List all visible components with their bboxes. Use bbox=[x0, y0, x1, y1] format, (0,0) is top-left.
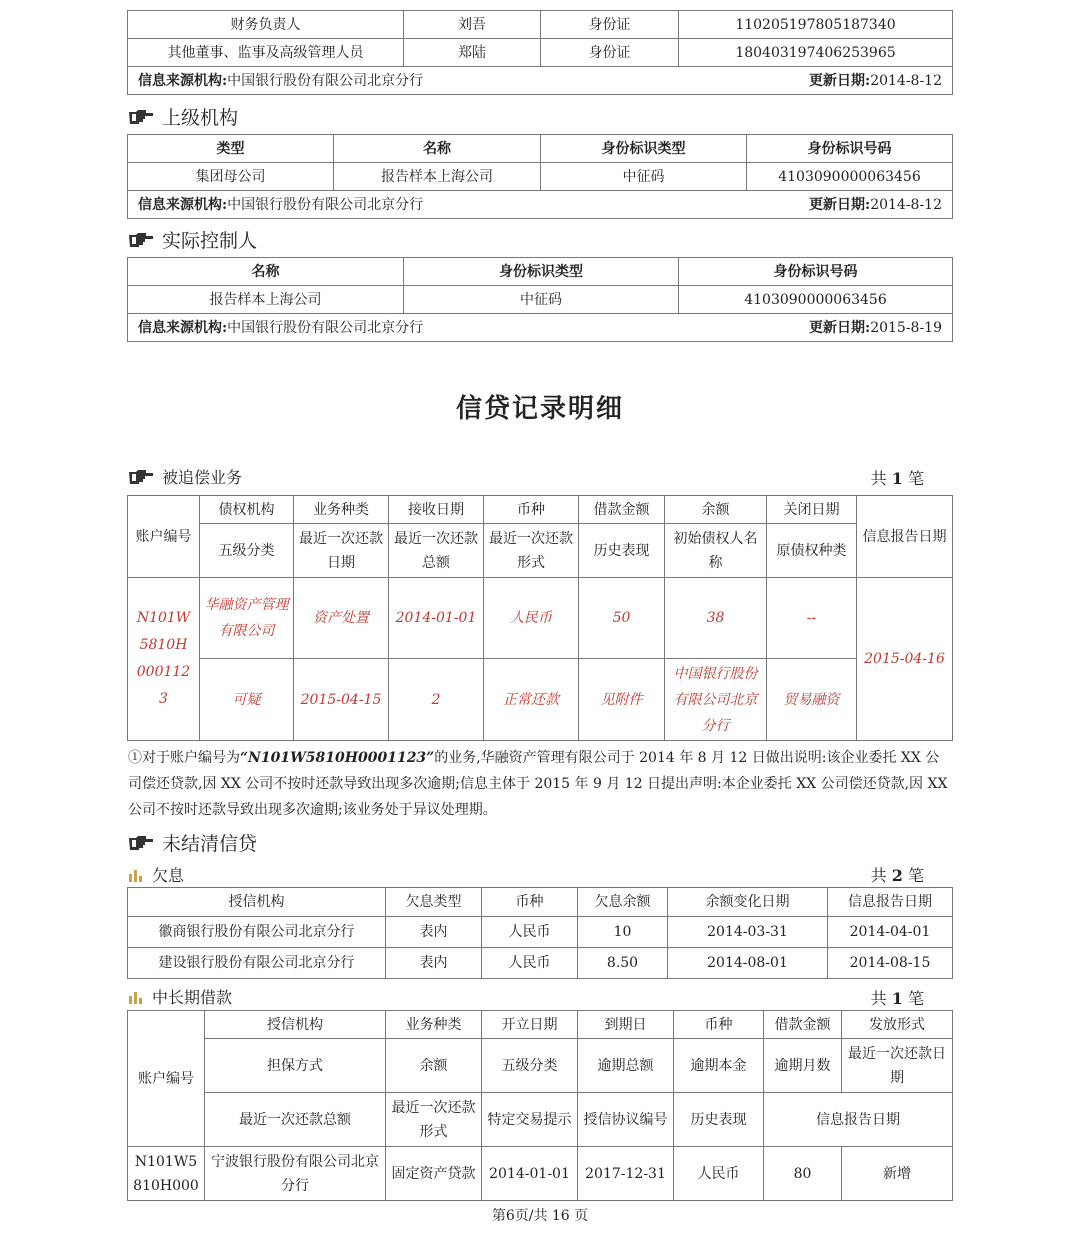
count-value: 1 bbox=[891, 989, 903, 1008]
cell: 中征码 bbox=[541, 163, 747, 191]
pointing-hand-icon bbox=[128, 469, 154, 485]
column-header: 借款金额 bbox=[764, 1011, 842, 1039]
count-suffix: 笔 bbox=[907, 989, 924, 1008]
column-header: 授信机构 bbox=[128, 888, 386, 917]
column-header: 余额 bbox=[386, 1039, 482, 1093]
table-row bbox=[128, 1147, 953, 1201]
controller-table bbox=[127, 257, 953, 342]
column-header: 欠息余额 bbox=[578, 888, 668, 917]
record-count bbox=[871, 466, 924, 489]
table-header-row bbox=[128, 1011, 953, 1039]
source-value: 中国银行股份有限公司北京分行 bbox=[227, 72, 424, 89]
table-row bbox=[128, 578, 953, 659]
dispute-note bbox=[128, 745, 953, 823]
update-value: 2015-8-19 bbox=[870, 319, 942, 336]
cell: 50 bbox=[579, 578, 665, 659]
column-header: 借款金额 bbox=[579, 496, 665, 524]
cell: 38 bbox=[665, 578, 767, 659]
pointing-hand-icon bbox=[128, 109, 154, 125]
source-label: 信息来源机构: bbox=[138, 319, 228, 336]
column-header: 币种 bbox=[484, 496, 579, 524]
cell: 4103090000063456 bbox=[679, 286, 953, 314]
count-value: 1 bbox=[891, 469, 903, 488]
column-header: 最近一次还款日期 bbox=[294, 524, 389, 578]
cell: 刘吾 bbox=[404, 11, 541, 39]
section-heading: 未结清信贷 bbox=[162, 833, 258, 855]
cell: 2 bbox=[389, 659, 484, 741]
column-header: 最近一次还款形式 bbox=[484, 524, 579, 578]
cell: 2014-01-01 bbox=[389, 578, 484, 659]
column-header: 身份标识类型 bbox=[404, 258, 679, 286]
table-row bbox=[128, 659, 953, 741]
cell: 2014-01-01 bbox=[482, 1147, 578, 1201]
cell: 可疑 bbox=[200, 659, 294, 741]
column-header: 初始债权人名称 bbox=[665, 524, 767, 578]
column-header: 发放形式 bbox=[842, 1011, 953, 1039]
column-header: 开立日期 bbox=[482, 1011, 578, 1039]
section-loans bbox=[128, 985, 232, 1008]
cell: 宁波银行股份有限公司北京分行 bbox=[205, 1147, 386, 1201]
managers-table bbox=[127, 10, 953, 95]
source-row bbox=[128, 191, 953, 219]
cell: 身份证 bbox=[541, 11, 679, 39]
count-suffix: 笔 bbox=[907, 866, 924, 885]
update-label: 更新日期: bbox=[809, 319, 871, 336]
source-value: 中国银行股份有限公司北京分行 bbox=[227, 196, 424, 213]
column-header: 逾期本金 bbox=[674, 1039, 764, 1093]
note-text: 的业务,华融资产管理有限公司于 2014 年 8 月 12 日做出说明:该企业委托 XX 公司偿还贷款,因 XX 公司不按时还款导致出现多次逾期;信息主体于 2015 年 9 月 12 日提出声明:本企业委托 XX 公司偿还贷款,因 XX 公司不按时还款导致出现多次逾期;该业务处于异议处理期。 bbox=[128, 750, 948, 818]
pointing-hand-icon bbox=[128, 232, 154, 248]
cell: 徽商银行股份有限公司北京分行 bbox=[128, 917, 386, 948]
cell: 2014-08-01 bbox=[668, 948, 828, 979]
cell: 资产处置 bbox=[294, 578, 389, 659]
count-suffix: 笔 bbox=[907, 469, 924, 488]
record-count bbox=[871, 986, 924, 1009]
pointing-hand-icon bbox=[128, 835, 154, 851]
column-header: 到期日 bbox=[578, 1011, 674, 1039]
column-header: 最近一次还款日期 bbox=[842, 1039, 953, 1093]
cell: 贸易融资 bbox=[767, 659, 857, 741]
column-header: 最近一次还款总额 bbox=[205, 1093, 386, 1147]
column-header: 担保方式 bbox=[205, 1039, 386, 1093]
column-header: 授信协议编号 bbox=[578, 1093, 674, 1147]
cell: -- bbox=[767, 578, 857, 659]
cell: 身份证 bbox=[541, 39, 679, 67]
column-header: 账户编号 bbox=[128, 496, 200, 578]
section-heading: 上级机构 bbox=[162, 107, 239, 129]
cell: 人民币 bbox=[482, 948, 578, 979]
cell: 集团母公司 bbox=[128, 163, 334, 191]
update-value: 2014-8-12 bbox=[870, 72, 942, 89]
account-number: N101W5810H0001123 bbox=[128, 578, 200, 741]
column-header: 历史表现 bbox=[579, 524, 665, 578]
count-prefix: 共 bbox=[870, 989, 887, 1008]
section-heading: 中长期借款 bbox=[152, 988, 233, 1007]
section-controller bbox=[128, 226, 257, 253]
parent-org-table bbox=[127, 134, 953, 219]
source-label: 信息来源机构: bbox=[138, 72, 228, 89]
update-value: 2014-8-12 bbox=[870, 196, 942, 213]
page-footer: 第6页/共 16 页 bbox=[491, 1208, 589, 1224]
section-heading: 实际控制人 bbox=[162, 230, 258, 252]
column-header: 余额变化日期 bbox=[668, 888, 828, 917]
table-header-row bbox=[128, 496, 953, 524]
cell: 建设银行股份有限公司北京分行 bbox=[128, 948, 386, 979]
note-account: “N101W5810H0001123” bbox=[240, 750, 435, 766]
source-row bbox=[128, 314, 953, 342]
cell: 正常还款 bbox=[484, 659, 579, 741]
source-value: 中国银行股份有限公司北京分行 bbox=[227, 319, 424, 336]
column-header: 接收日期 bbox=[389, 496, 484, 524]
cell: 10 bbox=[578, 917, 668, 948]
column-header: 逾期月数 bbox=[764, 1039, 842, 1093]
cell: 表内 bbox=[386, 917, 482, 948]
section-outstanding bbox=[128, 829, 257, 856]
recourse-table bbox=[127, 495, 953, 741]
table-row bbox=[128, 917, 953, 948]
column-header: 类型 bbox=[128, 135, 334, 163]
source-label: 信息来源机构: bbox=[138, 196, 228, 213]
cell: 其他董事、监事及高级管理人员 bbox=[128, 39, 404, 67]
cell: 新增 bbox=[842, 1147, 953, 1201]
cell: 固定资产贷款 bbox=[386, 1147, 482, 1201]
cell: 郑陆 bbox=[404, 39, 541, 67]
interest-table bbox=[127, 887, 953, 979]
column-header: 余额 bbox=[665, 496, 767, 524]
table-header-row bbox=[128, 1039, 953, 1093]
update-label: 更新日期: bbox=[809, 196, 871, 213]
column-header: 关闭日期 bbox=[767, 496, 857, 524]
column-header: 身份标识号码 bbox=[679, 258, 953, 286]
column-header: 信息报告日期 bbox=[828, 888, 953, 917]
cell: 110205197805187340 bbox=[679, 11, 953, 39]
cell: 华融资产管理有限公司 bbox=[200, 578, 294, 659]
table-header-row bbox=[128, 888, 953, 917]
count-prefix: 共 bbox=[870, 866, 887, 885]
cell: 表内 bbox=[386, 948, 482, 979]
column-header: 五级分类 bbox=[482, 1039, 578, 1093]
column-header: 身份标识号码 bbox=[747, 135, 953, 163]
section-heading: 被追偿业务 bbox=[162, 468, 243, 487]
section-interest bbox=[128, 863, 184, 886]
table-header-row bbox=[128, 135, 953, 163]
column-header: 逾期总额 bbox=[578, 1039, 674, 1093]
cell: 报告样本上海公司 bbox=[334, 163, 541, 191]
column-header: 信息报告日期 bbox=[857, 496, 953, 578]
table-header-row bbox=[128, 1093, 953, 1147]
table-row bbox=[128, 11, 953, 39]
column-header: 债权机构 bbox=[200, 496, 294, 524]
source-row bbox=[128, 67, 953, 95]
column-header: 原债权种类 bbox=[767, 524, 857, 578]
column-header: 授信机构 bbox=[205, 1011, 386, 1039]
column-header: 名称 bbox=[334, 135, 541, 163]
bar-chart-icon bbox=[128, 990, 144, 1004]
column-header: 五级分类 bbox=[200, 524, 294, 578]
update-label: 更新日期: bbox=[809, 72, 871, 89]
cell: 中国银行股份有限公司北京分行 bbox=[665, 659, 767, 741]
cell: 2015-04-15 bbox=[294, 659, 389, 741]
section-parent-org bbox=[128, 103, 238, 130]
column-header: 名称 bbox=[128, 258, 404, 286]
column-header: 历史表现 bbox=[674, 1093, 764, 1147]
cell: 180403197406253965 bbox=[679, 39, 953, 67]
column-header: 特定交易提示 bbox=[482, 1093, 578, 1147]
column-header: 币种 bbox=[674, 1011, 764, 1039]
count-value: 2 bbox=[891, 866, 903, 885]
column-header: 信息报告日期 bbox=[764, 1093, 953, 1147]
note-text: ①对于账户编号为 bbox=[128, 750, 240, 766]
cell: 人民币 bbox=[674, 1147, 764, 1201]
loans-table bbox=[127, 1010, 953, 1201]
cell: 人民币 bbox=[482, 917, 578, 948]
column-header: 最近一次还款总额 bbox=[389, 524, 484, 578]
table-row bbox=[128, 948, 953, 979]
cell: 中征码 bbox=[404, 286, 679, 314]
table-row bbox=[128, 286, 953, 314]
table-row bbox=[128, 163, 953, 191]
cell: 2014-03-31 bbox=[668, 917, 828, 948]
column-header: 欠息类型 bbox=[386, 888, 482, 917]
cell: 人民币 bbox=[484, 578, 579, 659]
count-prefix: 共 bbox=[870, 469, 887, 488]
cell: 2017-12-31 bbox=[578, 1147, 674, 1201]
table-header-row bbox=[128, 258, 953, 286]
cell: 报告样本上海公司 bbox=[128, 286, 404, 314]
record-count bbox=[871, 863, 924, 886]
account-number: N101W5810H000 bbox=[128, 1147, 205, 1201]
column-header: 账户编号 bbox=[128, 1011, 205, 1147]
cell: 4103090000063456 bbox=[747, 163, 953, 191]
cell: 见附件 bbox=[579, 659, 665, 741]
table-header-row bbox=[128, 524, 953, 578]
bar-chart-icon bbox=[128, 868, 144, 882]
section-recourse bbox=[128, 465, 242, 488]
cell: 2015-04-16 bbox=[857, 578, 953, 741]
column-header: 业务种类 bbox=[294, 496, 389, 524]
cell: 财务负责人 bbox=[128, 11, 404, 39]
column-header: 身份标识类型 bbox=[541, 135, 747, 163]
column-header: 币种 bbox=[482, 888, 578, 917]
column-header: 业务种类 bbox=[386, 1011, 482, 1039]
cell: 2014-04-01 bbox=[828, 917, 953, 948]
table-row bbox=[128, 39, 953, 67]
column-header: 最近一次还款形式 bbox=[386, 1093, 482, 1147]
cell: 8.50 bbox=[578, 948, 668, 979]
cell: 80 bbox=[764, 1147, 842, 1201]
credit-detail-title: 信贷记录明细 bbox=[455, 394, 624, 424]
cell: 2014-08-15 bbox=[828, 948, 953, 979]
section-heading: 欠息 bbox=[152, 866, 185, 885]
